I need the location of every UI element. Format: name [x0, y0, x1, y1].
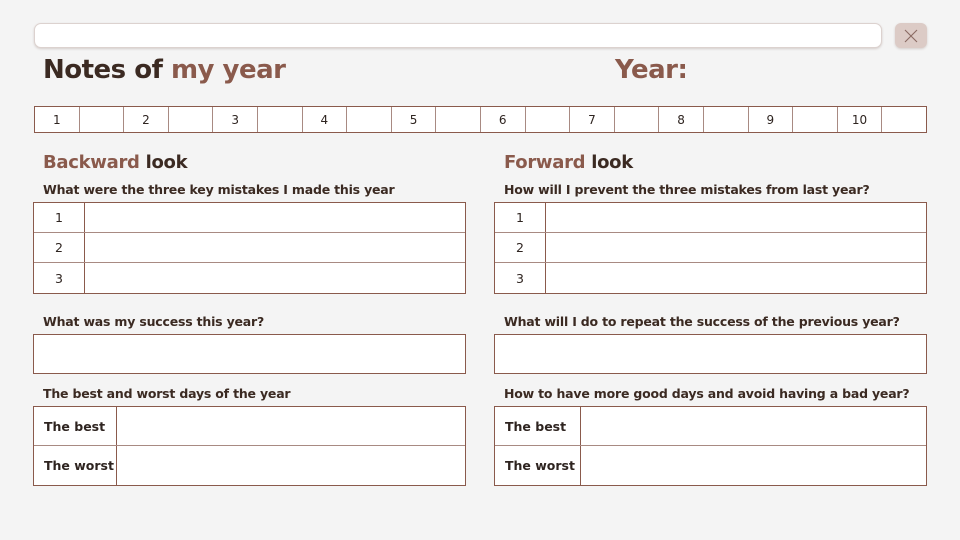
section-title-rest: look: [585, 152, 633, 173]
forward-look-section: [494, 152, 927, 486]
table-row: [495, 407, 926, 446]
month-cell[interactable]: 2: [124, 107, 169, 132]
month-cell[interactable]: [258, 107, 303, 132]
table-row: [34, 203, 465, 233]
row-number: 2: [495, 233, 546, 262]
month-cell[interactable]: 8: [659, 107, 704, 132]
question-success: What was my success this year?: [43, 314, 265, 329]
month-cell[interactable]: [169, 107, 214, 132]
table-row: [495, 203, 926, 233]
answer-field[interactable]: [85, 203, 465, 232]
row-number: 3: [495, 263, 546, 293]
title-accent-text: my year: [170, 55, 286, 85]
repeat-success-field[interactable]: [494, 334, 927, 374]
best-worst-table: [33, 406, 466, 486]
question-repeat-success: What will I do to repeat the success of the previous year?: [504, 314, 900, 329]
month-cell[interactable]: [80, 107, 125, 132]
month-cell[interactable]: 10: [838, 107, 883, 132]
section-title-accent: Forward: [504, 152, 586, 173]
answer-field[interactable]: [117, 407, 465, 445]
answer-field[interactable]: [85, 263, 465, 293]
row-number: 3: [34, 263, 85, 293]
answer-field[interactable]: [85, 233, 465, 262]
month-cell[interactable]: 7: [570, 107, 615, 132]
mistakes-table: [33, 202, 466, 294]
title-text: Notes of: [43, 55, 171, 85]
success-field[interactable]: [33, 334, 466, 374]
prevent-table: [494, 202, 927, 294]
section-title: [504, 152, 927, 182]
section-title-rest: look: [139, 152, 188, 173]
search-input[interactable]: [34, 23, 882, 48]
table-row: [34, 233, 465, 263]
page-title: [43, 55, 285, 85]
month-cell[interactable]: [526, 107, 571, 132]
month-cell[interactable]: [347, 107, 392, 132]
backward-look-section: [33, 152, 466, 486]
answer-field[interactable]: [546, 233, 926, 262]
table-row: [495, 446, 926, 485]
month-cell[interactable]: [704, 107, 749, 132]
table-row: [34, 407, 465, 446]
table-row: [495, 263, 926, 293]
worst-label: The worst: [34, 446, 117, 485]
table-row: [495, 233, 926, 263]
year-label: Year:: [615, 55, 688, 85]
month-cell[interactable]: 3: [213, 107, 258, 132]
row-number: 1: [495, 203, 546, 232]
best-label: The best: [34, 407, 117, 445]
question-mistakes: What were the three key mistakes I made this year: [43, 182, 395, 197]
table-row: [34, 446, 465, 485]
row-number: 1: [34, 203, 85, 232]
month-cell[interactable]: 5: [392, 107, 437, 132]
worst-label: The worst: [495, 446, 581, 485]
month-cell[interactable]: 6: [481, 107, 526, 132]
month-cell[interactable]: [882, 107, 926, 132]
close-icon: [904, 29, 918, 43]
answer-field[interactable]: [546, 263, 926, 293]
table-row: [34, 263, 465, 293]
month-cell[interactable]: 4: [303, 107, 348, 132]
month-cell[interactable]: [436, 107, 481, 132]
best-label: The best: [495, 407, 581, 445]
month-cell[interactable]: [793, 107, 838, 132]
month-strip: [34, 106, 927, 133]
row-number: 2: [34, 233, 85, 262]
month-cell[interactable]: 9: [749, 107, 794, 132]
answer-field[interactable]: [546, 203, 926, 232]
month-cell[interactable]: 1: [35, 107, 80, 132]
month-cell[interactable]: [615, 107, 660, 132]
answer-field[interactable]: [117, 446, 465, 485]
section-title: [43, 152, 466, 182]
question-good-days: How to have more good days and avoid having a bad year?: [504, 386, 910, 401]
good-days-table: [494, 406, 927, 486]
section-title-accent: Backward: [43, 152, 140, 173]
answer-field[interactable]: [581, 446, 926, 485]
question-prevent: How will I prevent the three mistakes from last year?: [504, 182, 870, 197]
question-best-worst: The best and worst days of the year: [43, 386, 291, 401]
answer-field[interactable]: [581, 407, 926, 445]
close-button[interactable]: [895, 23, 927, 48]
